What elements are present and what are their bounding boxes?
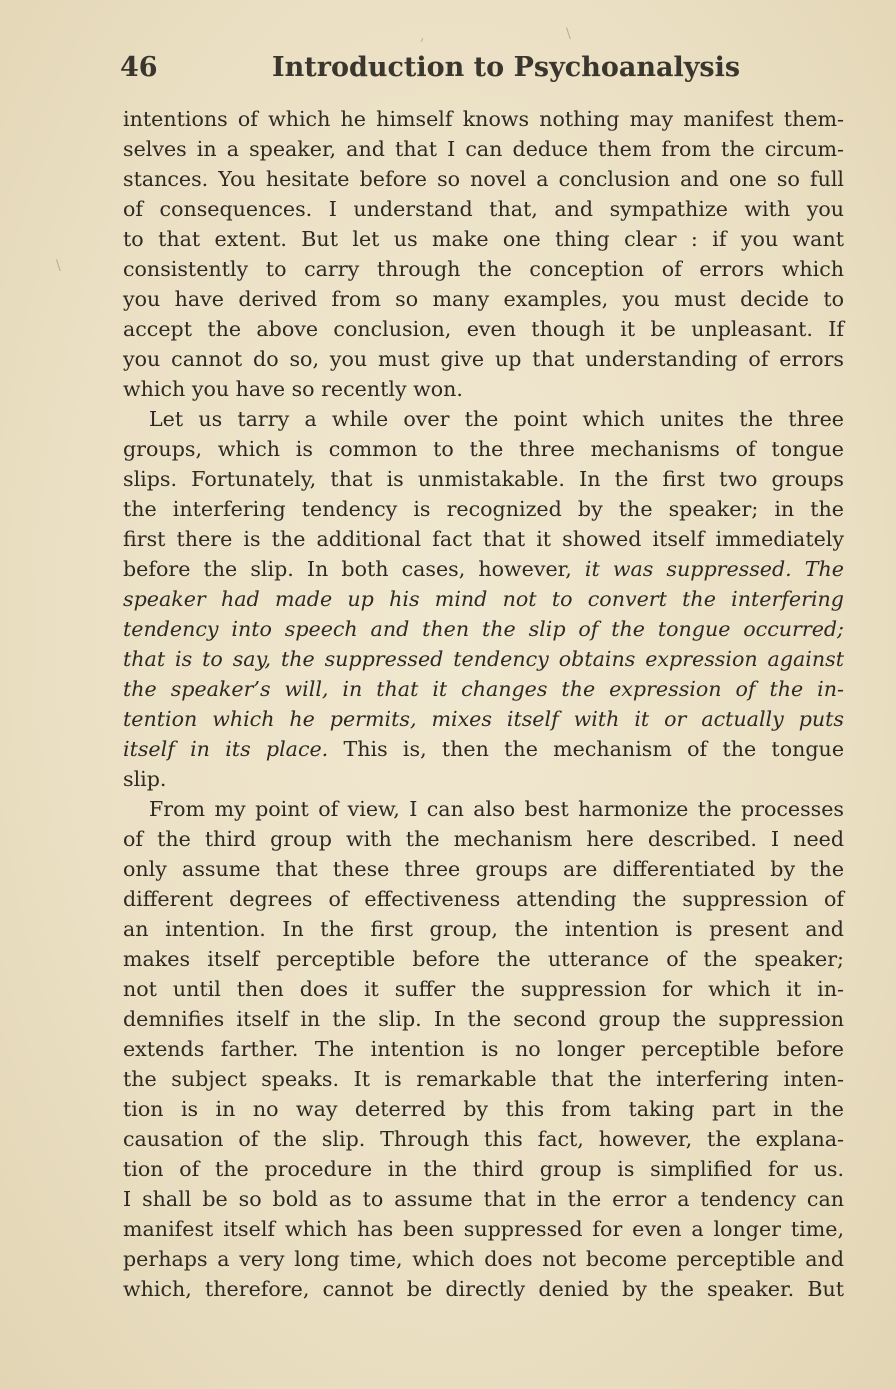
text-run: causation of the slip. Through this fact, however, the explana- <box>123 1127 844 1151</box>
text-line <box>123 284 844 314</box>
text-line <box>123 1094 844 1124</box>
text-line <box>123 584 844 614</box>
text-line <box>123 764 844 794</box>
italic-text-run: itself in its place. <box>123 737 329 761</box>
text-run: first there is the additional fact that it showed itself immediately <box>123 527 844 551</box>
text-line <box>123 674 844 704</box>
text-line <box>123 104 844 134</box>
text-run: of the third group with the mechanism here described. I need <box>123 827 844 851</box>
text-run: From my point of view, I can also best harmonize the processes <box>149 797 844 821</box>
text-line <box>123 944 844 974</box>
text-line <box>123 1004 844 1034</box>
text-run: only assume that these three groups are differentiated by the <box>123 857 844 881</box>
text-run: of consequences. I understand that, and sympathize with you <box>123 197 844 221</box>
text-line <box>123 1184 844 1214</box>
text-line <box>123 914 844 944</box>
text-line <box>123 1274 844 1304</box>
text-run: I shall be so bold as to assume that in the error a tendency can <box>123 1187 844 1211</box>
text-run: stances. You hesitate before so novel a conclusion and one so full <box>123 167 844 191</box>
text-line <box>123 854 844 884</box>
text-line <box>123 374 844 404</box>
text-line <box>123 974 844 1004</box>
italic-text-run: tention which he permits, mixes itself with it or actually puts <box>123 707 844 731</box>
text-line <box>123 614 844 644</box>
text-run: the subject speaks. It is remarkable that the interfering inten- <box>123 1067 844 1091</box>
text-line <box>123 884 844 914</box>
italic-text-run: that is to say, the suppressed tendency obtains expression against <box>123 647 844 671</box>
text-line <box>123 464 844 494</box>
text-line <box>123 554 844 584</box>
text-run: extends farther. The intention is no longer perceptible before <box>123 1037 844 1061</box>
italic-text-run: speaker had made up his mind not to convert the interfering <box>123 587 844 611</box>
text-run: the interfering tendency is recognized by the speaker; in the <box>123 497 844 521</box>
text-run: accept the above conclusion, even though it be unpleasant. If <box>123 317 844 341</box>
text-line <box>123 194 844 224</box>
text-run: consistently to carry through the conception of errors which <box>123 257 844 281</box>
italic-text-run: it was suppressed. The <box>584 557 844 581</box>
text-run: slip. <box>123 767 167 791</box>
text-run: you cannot do so, you must give up that understanding of errors <box>123 347 844 371</box>
text-run: demnifies itself in the slip. In the second group the suppression <box>123 1007 844 1031</box>
body-text <box>123 104 844 1304</box>
text-run: perhaps a very long time, which does not become perceptible and <box>123 1247 844 1271</box>
text-run: you have derived from so many examples, you must decide to <box>123 287 844 311</box>
text-line <box>123 494 844 524</box>
text-run: tion is in no way deterred by this from taking part in the <box>123 1097 844 1121</box>
text-line <box>123 1244 844 1274</box>
text-run: different degrees of effectiveness attending the suppression of <box>123 887 844 911</box>
text-line <box>123 224 844 254</box>
text-line <box>123 1214 844 1244</box>
ink-speck: , <box>420 28 425 44</box>
text-run: intentions of which he himself knows nothing may manifest them- <box>123 107 844 131</box>
text-line <box>123 1064 844 1094</box>
italic-text-run: tendency into speech and then the slip of the tongue occurred; <box>123 617 844 641</box>
text-line <box>123 1154 844 1184</box>
text-run: to that extent. But let us make one thing clear : if you want <box>123 227 844 251</box>
text-line <box>123 164 844 194</box>
text-line <box>123 824 844 854</box>
text-run: before the slip. In both cases, however, <box>123 557 585 581</box>
text-run: manifest itself which has been suppressed for even a longer time, <box>123 1217 844 1241</box>
text-line <box>123 434 844 464</box>
italic-text-run: the speaker’s will, in that it changes the expression of the in- <box>123 677 844 701</box>
text-line <box>123 794 844 824</box>
text-line <box>123 254 844 284</box>
text-line <box>123 134 844 164</box>
text-run: slips. Fortunately, that is unmistakable. In the first two groups <box>123 467 844 491</box>
text-run: This is, then the mechanism of the tongue <box>328 737 845 761</box>
text-line <box>123 344 844 374</box>
text-run: which, therefore, cannot be directly denied by the speaker. But <box>123 1277 844 1301</box>
text-run: selves in a speaker, and that I can deduce them from the circum- <box>123 137 844 161</box>
text-run: which you have so recently won. <box>123 377 463 401</box>
running-title: Introduction to Psychoanalysis <box>272 52 741 83</box>
text-line <box>123 734 844 764</box>
text-run: Let us tarry a while over the point which unites the three <box>149 407 844 431</box>
ink-speck: \ <box>566 26 571 42</box>
ink-speck: \ <box>56 258 61 274</box>
text-line <box>123 1034 844 1064</box>
text-run: an intention. In the first group, the intention is present and <box>123 917 844 941</box>
text-run: groups, which is common to the three mechanisms of tongue <box>123 437 844 461</box>
page-header <box>120 50 741 90</box>
page-number: 46 <box>120 52 158 83</box>
text-line <box>123 524 844 554</box>
text-run: makes itself perceptible before the utterance of the speaker; <box>123 947 844 971</box>
text-run: tion of the procedure in the third group is simplified for us. <box>123 1157 844 1181</box>
text-line <box>123 644 844 674</box>
text-line <box>123 314 844 344</box>
text-run: not until then does it suffer the suppression for which it in- <box>123 977 844 1001</box>
text-line <box>123 1124 844 1154</box>
text-line <box>123 704 844 734</box>
text-line <box>123 404 844 434</box>
